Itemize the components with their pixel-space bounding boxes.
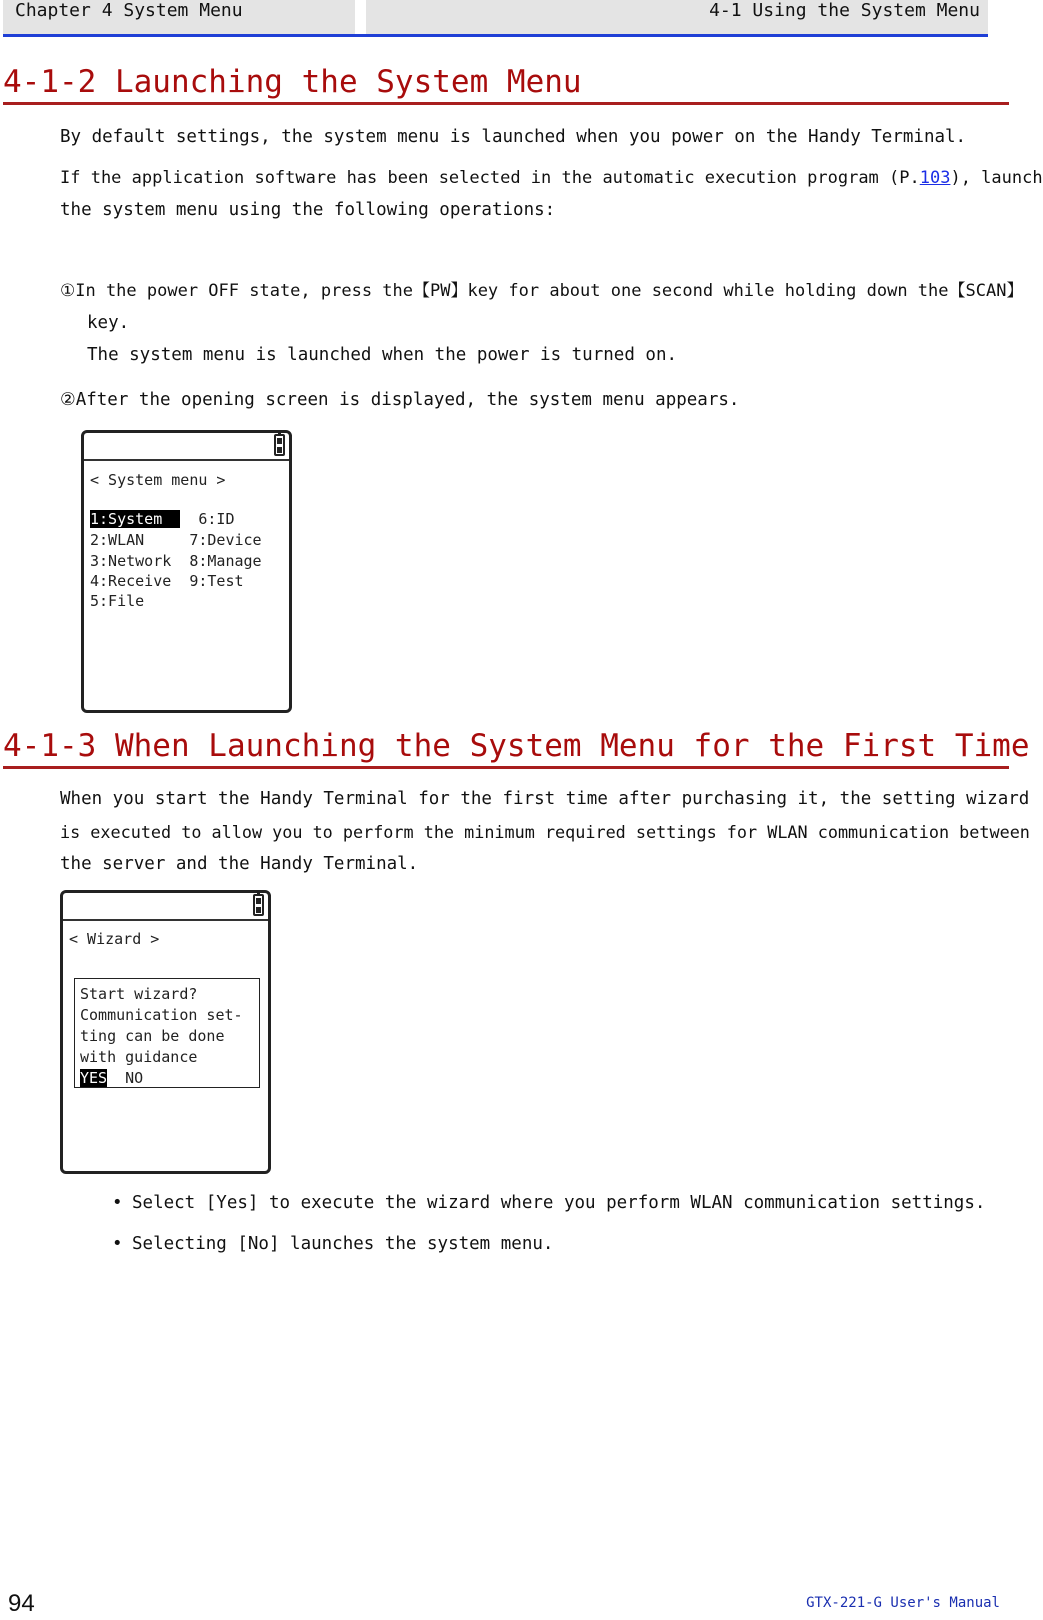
status-bar xyxy=(84,433,289,461)
page-link-103[interactable]: 103 xyxy=(919,168,951,188)
wizard-choices xyxy=(80,1068,259,1089)
chapter-label: Chapter 4 System Menu xyxy=(3,0,355,34)
step-1-cont: key. xyxy=(87,313,130,333)
page-header xyxy=(3,0,988,37)
section-title-4-1-3: 4-1-3 When Launching the System Menu for the First Time xyxy=(3,726,1009,769)
system-menu-screen xyxy=(81,430,292,713)
status-bar xyxy=(63,893,268,921)
battery-icon xyxy=(274,434,285,456)
step-2: ②After the opening screen is displayed, the system menu appears. xyxy=(60,390,740,410)
menu-row-3[interactable]: 3:Network 8:Manage xyxy=(90,552,262,570)
text-launch: ), launch xyxy=(950,168,1043,188)
wizard-line-3: ting can be done xyxy=(80,1027,225,1045)
wizard-dialog xyxy=(74,978,260,1088)
wizard-line-4: with guidance xyxy=(80,1048,198,1066)
menu-item-id[interactable]: 6:ID xyxy=(198,510,235,528)
bullet-select-no: • Selecting [No] launches the system menu. xyxy=(112,1234,554,1254)
paragraph-first-time-3: the server and the Handy Terminal. xyxy=(60,854,419,874)
no-option[interactable]: NO xyxy=(107,1069,144,1087)
paragraph-auto-execution xyxy=(60,162,1043,195)
text-auto-exec: If the application software has been selected in the automatic execution program (P. xyxy=(60,168,920,188)
page-number: 94 xyxy=(8,1590,35,1617)
paragraph-first-time-1: When you start the Handy Terminal for the first time after purchasing it, the setting wizard xyxy=(60,789,1030,809)
menu-row-4[interactable]: 4:Receive 9:Test xyxy=(90,572,244,590)
menu-row-2[interactable]: 2:WLAN 7:Device xyxy=(90,531,262,549)
section-label: 4-1 Using the System Menu xyxy=(366,0,988,34)
wizard-title: < Wizard > xyxy=(69,930,160,948)
paragraph-first-time-2: is executed to allow you to perform the minimum required settings for WLAN communication between xyxy=(60,822,1030,842)
menu-row-1 xyxy=(90,509,235,530)
menu-row-5[interactable]: 5:File xyxy=(90,592,145,610)
bullet-select-yes: • Select [Yes] to execute the wizard where you perform WLAN communication settings. xyxy=(112,1193,986,1213)
system-menu-title: < System menu > xyxy=(90,471,226,489)
step-1-note: The system menu is launched when the power is turned on. xyxy=(87,345,678,365)
wizard-line-1: Start wizard? xyxy=(80,985,198,1003)
paragraph-following-operations: the system menu using the following operations: xyxy=(60,200,556,220)
wizard-line-2: Communication set- xyxy=(80,1006,243,1024)
menu-item-system-selected[interactable]: 1:System xyxy=(90,510,181,528)
bullet-text: Select [Yes] to execute the wizard where you perform WLAN communication settings. xyxy=(132,1193,986,1213)
manual-name: GTX-221-G User's Manual xyxy=(806,1595,1000,1611)
wizard-screen xyxy=(60,890,271,1174)
paragraph-default-settings: By default settings, the system menu is launched when you power on the Handy Terminal. xyxy=(60,127,967,147)
yes-option[interactable]: YES xyxy=(80,1069,108,1087)
battery-icon xyxy=(253,894,264,916)
section-title-4-1-2: 4-1-2 Launching the System Menu xyxy=(3,62,1009,105)
step-1: ①In the power OFF state, press the【PW】key for about one second while holding down the【SCAN】 xyxy=(60,281,1024,301)
bullet-text: Selecting [No] launches the system menu. xyxy=(132,1234,554,1254)
